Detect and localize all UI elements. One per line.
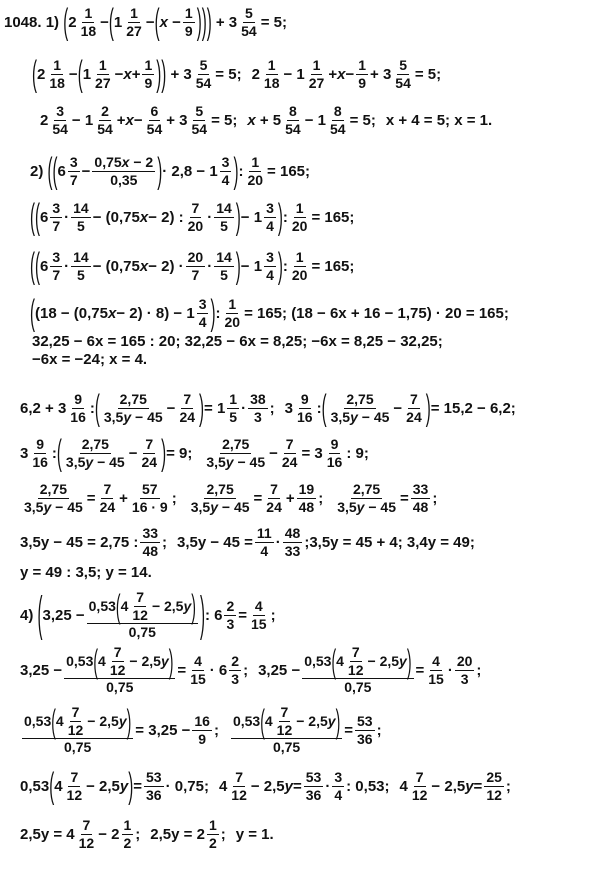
- problem-number: 1048.: [4, 13, 42, 31]
- line-9: −6x = −24; x = 4.: [32, 351, 148, 368]
- line-3: 2 $\frac{3}{54}$ − 1 $\frac{2}{54}$ + x − $\frac{6}{54}$ + 3 $\frac{5}{54}$ = 5; x + 5 $\frac{8}{54}$ − 1 $\frac{8}{54}$ = 5; x + 4 = 5; x = 1.: [40, 103, 493, 137]
- line-2: ( 2 $\frac{1}{18}$ − ( 1 $\frac{1}{27}$ − x + $\frac{1}{9}$ ) ) + 3 $\frac{5}{54}$ = 5; 2 $\frac{1}{18}$ − 1 $\frac{1}{27}$ + x − $\frac{1}{9}$ + 3 $\frac{5}{54}$ = 5;: [32, 53, 442, 95]
- line-14: y = 49 : 3,5; y = 14.: [20, 564, 152, 581]
- line-11: 3 $\frac{9}{16}$ : ( $\frac{2,75}{3,5y - 45}$ − $\frac{7}{24}$ ) = 9; $\frac{2,75}{3,5y - 45}$ − $\frac{7}{24}$ = 3 $\frac{9}{16}$ : 9;: [20, 432, 369, 474]
- line-10: 6,2 + 3 $\frac{9}{16}$ : ( $\frac{2,75}{3,5y - 45}$ − $\frac{7}{24}$ ) = 1 $\frac{1}{5}$ · $\frac{38}{3}$ ; 3 $\frac{9}{16}$ : ( $\frac{2,75}{3,5y - 45}$ − $\frac{7}{24}$ ) = 15,2 − 6,2;: [20, 387, 516, 429]
- line-6: ( ( 6 $\frac{3}{7}$ · $\frac{14}{5}$ − (0,75 x − 2) · $\frac{20}{7}$ · $\frac{14}{5}$ ) − 1 $\frac{3}{4}$ ) : $\frac{1}{20}$ = 165;: [30, 245, 355, 287]
- line-1: 1048. 1) ( 2 $\frac{1}{18}$ − ( 1 $\frac{1}{27}$ − ( x − $\frac{1}{9}$ ) ) ) + 3 $\frac{5}{54}$ = 5;: [4, 1, 287, 43]
- section-2-label: 2): [30, 162, 44, 180]
- line-4: 2) ( ( 6 $\frac{3}{7}$ − $\frac{0,75x - 2}{0,35}$ ) · 2,8 − 1 $\frac{3}{4}$ ) : $\frac{1}{20}$ = 165;: [30, 150, 310, 192]
- line-8: 32,25 − 6x = 165 : 20; 32,25 − 6x = 8,25; −6x = 8,25 − 32,25;: [32, 333, 443, 350]
- line-15: 4) ( 3,25 − 0,53 ( 4 $\frac{7}{12}$ − 2,5 y ) 0,75 ) : 6 $\frac{2}{3}$ = $\frac{4}{15}$ ;: [20, 586, 276, 643]
- line-17: 0,53 ( 4 $\frac{7}{12}$ − 2,5 y ) 0,75 = 3,25 − $\frac{16}{9}$ ; 0,53 ( 4 $\frac{7}{12}$ − 2,5 y ) 0,75 = $\frac{53}{36}$ ;: [24, 701, 382, 756]
- line-16: 3,25 − 0,53 ( 4 $\frac{7}{12}$ − 2,5 y ) 0,75 = $\frac{4}{15}$ · 6 $\frac{2}{3}$ ; 3,25 − 0,53 ( 4 $\frac{7}{12}$ − 2,5 y ) 0,75 = $\frac{4}{15}$ · $\frac{20}{3}$ ;: [20, 641, 482, 696]
- line-5: ( ( 6 $\frac{3}{7}$ · $\frac{14}{5}$ − (0,75 x − 2) : $\frac{7}{20}$ · $\frac{14}{5}$ ) − 1 $\frac{3}{4}$ ) : $\frac{1}{20}$ = 165;: [30, 196, 355, 238]
- line-18: 0,53 ( 4 $\frac{7}{12}$ − 2,5 y ) = $\frac{53}{36}$ · 0,75; 4 $\frac{7}{12}$ − 2,5 y = $\frac{53}{36}$ · $\frac{3}{4}$ : 0,53; 4 $\frac{7}{12}$ − 2,5 y = $\frac{25}{12}$ ;: [20, 765, 511, 807]
- line-19: 2,5y = 4 $\frac{7}{12}$ − 2 $\frac{1}{2}$ ; 2,5y = 2 $\frac{1}{2}$ ; y = 1.: [20, 817, 274, 851]
- section-1-label: 1): [45, 13, 60, 31]
- line-13: 3,5y − 45 = 2,75 : $\frac{33}{48}$ ; 3,5y − 45 = $\frac{11}{4}$ · $\frac{48}{33}$ ; 3,5y = 45 + 4; 3,4y = 49;: [20, 525, 475, 559]
- line-7: ( (18 − (0,75 x − 2) · 8) − 1 $\frac{3}{4}$ ) : $\frac{1}{20}$ = 165; (18 − 6x + 16 − 1,75) · 20 = 165;: [30, 292, 509, 334]
- line-12: $\frac{2,75}{3,5y - 45}$ = $\frac{7}{24}$ + $\frac{57}{16 \cdot 9}$ ; $\frac{2,75}{3,5y - 45}$ = $\frac{7}{24}$ + $\frac{19}{48}$ ; $\frac{2,75}{3,5y - 45}$ = $\frac{33}{48}$ ;: [24, 481, 438, 515]
- section-4-label: 4): [20, 606, 34, 624]
